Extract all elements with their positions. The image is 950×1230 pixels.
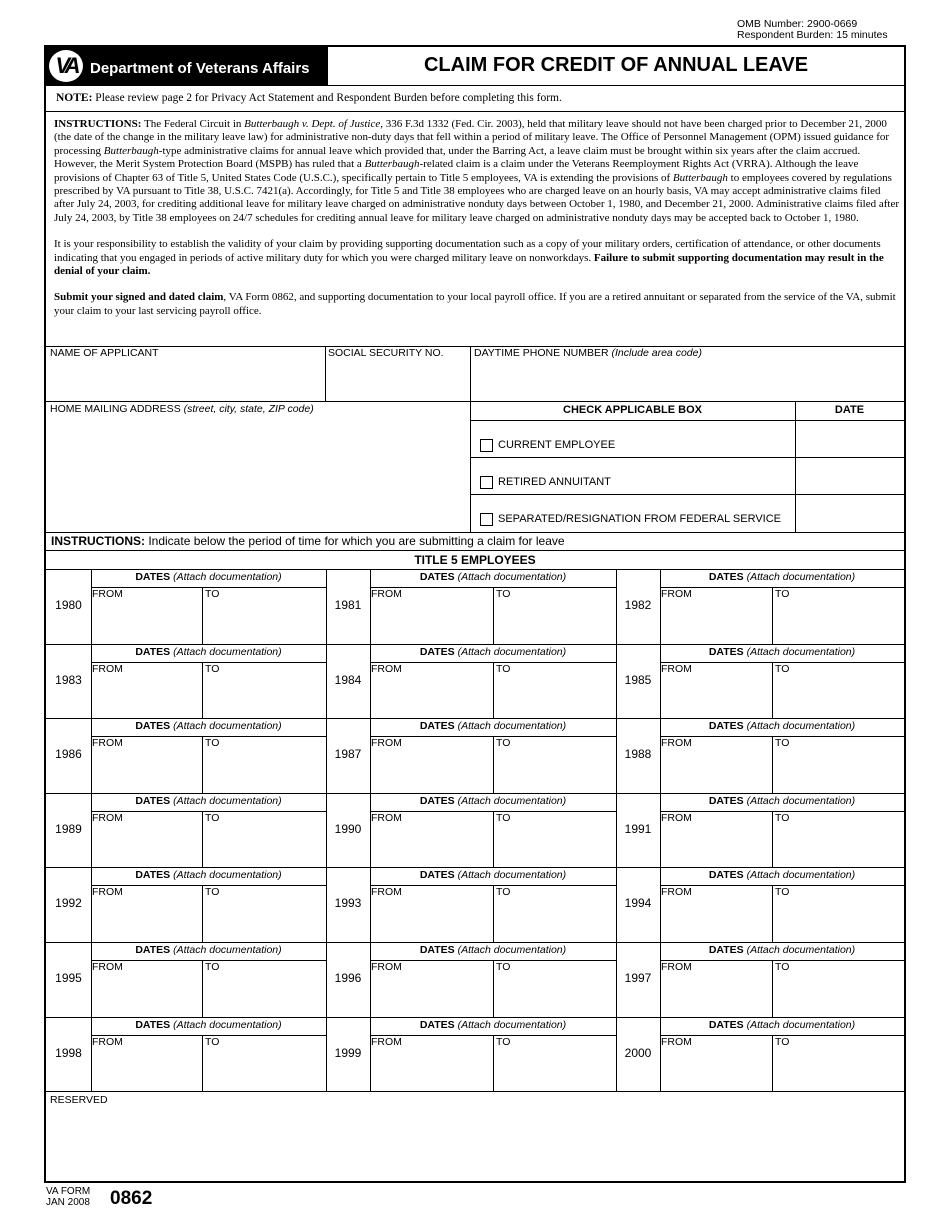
from-date-field-1991[interactable]: FROM bbox=[661, 811, 692, 824]
divider bbox=[46, 942, 904, 943]
to-date-field-1992[interactable]: TO bbox=[205, 886, 220, 899]
year-label: 1989 bbox=[55, 821, 82, 836]
from-date-field-1993[interactable]: FROM bbox=[371, 886, 402, 899]
instructions-para-1 bbox=[54, 118, 902, 225]
from-date-field-1984[interactable]: FROM bbox=[371, 662, 402, 675]
dates-header bbox=[370, 720, 616, 732]
title5-section-header: TITLE 5 EMPLOYEES bbox=[414, 553, 536, 567]
dates-hint: (Attach documentation) bbox=[743, 794, 856, 807]
instructions-para-2 bbox=[54, 238, 902, 278]
dates-header bbox=[370, 1019, 616, 1031]
dates-label: DATES bbox=[419, 869, 455, 882]
department-name: Department of Veterans Affairs bbox=[90, 60, 310, 77]
separated-checkbox[interactable] bbox=[480, 513, 493, 526]
to-date-field-1993[interactable]: TO bbox=[496, 886, 511, 899]
year-label: 1994 bbox=[624, 896, 652, 911]
from-date-field-1989[interactable]: FROM bbox=[92, 811, 123, 824]
dates-label: DATES bbox=[135, 869, 171, 882]
to-date-field-1988[interactable]: TO bbox=[775, 737, 790, 750]
dates-hint: (Attach documentation) bbox=[454, 944, 567, 956]
from-date-field-1998[interactable]: FROM bbox=[92, 1035, 123, 1048]
retired-annuitant-checkbox[interactable] bbox=[480, 476, 493, 489]
dates-header bbox=[91, 1019, 326, 1031]
divider bbox=[46, 644, 904, 645]
dates-label: DATES bbox=[419, 571, 455, 583]
year-label: 1983 bbox=[55, 672, 82, 687]
reserved-label: RESERVED bbox=[50, 1094, 108, 1106]
year-label: 1984 bbox=[334, 672, 362, 687]
dates-hint: (Attach documentation) bbox=[454, 720, 567, 733]
divider bbox=[772, 960, 773, 1017]
dates-header bbox=[370, 795, 616, 807]
phone-hint: (Include area code) bbox=[611, 347, 702, 359]
divider bbox=[46, 1017, 904, 1018]
dates-label: DATES bbox=[708, 1018, 744, 1031]
instructions-para-3 bbox=[54, 291, 902, 318]
to-date-field-1987[interactable]: TO bbox=[496, 737, 511, 750]
dates-header bbox=[370, 571, 616, 583]
dates-hint: (Attach documentation) bbox=[170, 944, 282, 956]
dates-label: DATES bbox=[135, 944, 171, 956]
divider bbox=[202, 736, 203, 793]
dates-hint: (Attach documentation) bbox=[170, 869, 282, 882]
logo-mark: VA bbox=[55, 53, 77, 78]
divider bbox=[202, 587, 203, 644]
dates-label: DATES bbox=[419, 944, 455, 956]
divider bbox=[46, 111, 904, 112]
divider bbox=[46, 793, 904, 794]
dates-header bbox=[660, 944, 904, 956]
separated-label: SEPARATED/RESIGNATION FROM FEDERAL SERVICE bbox=[498, 513, 781, 525]
form-number: 0862 bbox=[110, 1188, 153, 1209]
dates-header bbox=[91, 646, 326, 658]
from-date-field-1988[interactable]: FROM bbox=[661, 737, 692, 750]
dates-label: DATES bbox=[135, 645, 171, 658]
year-label: 1987 bbox=[334, 747, 362, 762]
to-date-field-1996[interactable]: TO bbox=[496, 961, 511, 973]
dates-label: DATES bbox=[419, 645, 455, 658]
year-label: 1991 bbox=[624, 821, 652, 836]
retired-annuitant-date-field[interactable] bbox=[796, 458, 902, 494]
retired-annuitant-label: RETIRED ANNUITANT bbox=[498, 476, 611, 488]
dates-hint: (Attach documentation) bbox=[170, 720, 282, 733]
from-date-field-2000[interactable]: FROM bbox=[661, 1035, 692, 1048]
form-title: CLAIM FOR CREDIT OF ANNUAL LEAVE bbox=[423, 54, 809, 76]
from-date-field-1982[interactable]: FROM bbox=[661, 588, 692, 600]
to-date-field-1997[interactable]: TO bbox=[775, 961, 790, 973]
to-date-field-1983[interactable]: TO bbox=[205, 662, 220, 675]
from-date-field-1987[interactable]: FROM bbox=[371, 737, 402, 750]
dates-header bbox=[660, 571, 904, 583]
phone-label: DAYTIME PHONE NUMBER bbox=[474, 347, 612, 359]
form-id bbox=[46, 1186, 90, 1208]
submit-label: Submit your signed and dated claim bbox=[54, 291, 224, 304]
divider bbox=[493, 736, 494, 793]
year-label: 1985 bbox=[624, 672, 652, 687]
dates-hint: (Attach documentation) bbox=[743, 869, 856, 882]
period-instructions-label: INSTRUCTIONS: bbox=[51, 534, 145, 548]
year-label: 1995 bbox=[55, 971, 82, 985]
warning-text: Failure to submit supporting documentation may result in the denial of your claim. bbox=[54, 251, 884, 278]
home-address-field[interactable] bbox=[50, 403, 314, 415]
year-label: 2000 bbox=[624, 1045, 652, 1060]
current-employee-label: CURRENT EMPLOYEE bbox=[498, 439, 616, 451]
case-name: Butterbaugh v. Dept. of Justice bbox=[244, 118, 381, 130]
dates-label: DATES bbox=[708, 571, 744, 583]
divider bbox=[202, 811, 203, 868]
divider bbox=[325, 346, 326, 401]
dates-label: DATES bbox=[708, 869, 744, 882]
year-label: 1990 bbox=[334, 821, 362, 836]
from-date-field-1995[interactable]: FROM bbox=[92, 961, 123, 973]
text-run: The Federal Circuit in bbox=[141, 118, 245, 130]
to-date-field-1990[interactable]: TO bbox=[496, 811, 511, 824]
to-date-field-1994[interactable]: TO bbox=[775, 886, 790, 899]
instructions bbox=[54, 118, 902, 331]
divider bbox=[493, 811, 494, 868]
divider bbox=[772, 811, 773, 868]
year-label: 1997 bbox=[624, 971, 652, 985]
divider bbox=[470, 346, 471, 532]
current-employee-date-field[interactable] bbox=[796, 421, 902, 457]
divider bbox=[493, 1035, 494, 1092]
dates-label: DATES bbox=[135, 720, 171, 733]
year-label: 1998 bbox=[55, 1045, 82, 1060]
to-date-field-1999[interactable]: TO bbox=[496, 1035, 511, 1048]
divider bbox=[202, 960, 203, 1017]
divider bbox=[493, 885, 494, 942]
dates-label: DATES bbox=[135, 794, 171, 807]
dates-header bbox=[660, 869, 904, 881]
divider bbox=[202, 1035, 203, 1092]
omb-info bbox=[737, 19, 888, 41]
year-label: 1992 bbox=[55, 896, 82, 911]
dates-hint: (Attach documentation) bbox=[743, 571, 856, 583]
case-name: Butterbaugh bbox=[103, 144, 159, 157]
respondent-burden: Respondent Burden: 15 minutes bbox=[737, 29, 888, 41]
divider bbox=[46, 1091, 904, 1092]
divider bbox=[46, 569, 904, 570]
dates-hint: (Attach documentation) bbox=[743, 645, 856, 658]
to-date-field-1982[interactable]: TO bbox=[775, 588, 790, 600]
year-label: 1980 bbox=[55, 598, 82, 612]
phone-field[interactable] bbox=[474, 347, 702, 359]
dates-hint: (Attach documentation) bbox=[170, 794, 282, 807]
separated-date-field[interactable] bbox=[796, 495, 902, 531]
text-run: , VA Form 0862, and supporting documentation to your local payroll office. If you are a retired annuitant or separated from the service of the VA, submit your claim to your last servicing payroll office. bbox=[54, 291, 896, 317]
divider bbox=[202, 662, 203, 719]
divider bbox=[46, 85, 904, 86]
dates-hint: (Attach documentation) bbox=[170, 1018, 282, 1031]
dates-label: DATES bbox=[708, 794, 744, 807]
from-date-field-1985[interactable]: FROM bbox=[661, 662, 692, 675]
dates-hint: (Attach documentation) bbox=[454, 869, 567, 882]
claim-form bbox=[44, 45, 906, 1183]
dates-header bbox=[91, 795, 326, 807]
current-employee-checkbox[interactable] bbox=[480, 439, 493, 452]
to-date-field-1991[interactable]: TO bbox=[775, 811, 790, 824]
from-date-field-1992[interactable]: FROM bbox=[92, 886, 123, 899]
period-instructions-text: Indicate below the period of time for which you are submitting a claim for leave bbox=[145, 534, 565, 548]
address-label: HOME MAILING ADDRESS bbox=[50, 403, 184, 415]
note bbox=[56, 92, 562, 104]
to-date-field-1989[interactable]: TO bbox=[205, 811, 220, 824]
to-date-field-1995[interactable]: TO bbox=[205, 961, 220, 973]
year-label: 1993 bbox=[334, 896, 362, 911]
va-logo bbox=[46, 47, 328, 85]
divider bbox=[772, 1035, 773, 1092]
to-date-field-1998[interactable]: TO bbox=[205, 1035, 220, 1048]
dates-label: DATES bbox=[708, 645, 744, 658]
divider bbox=[46, 401, 904, 402]
year-label: 1986 bbox=[55, 747, 82, 762]
dates-hint: (Attach documentation) bbox=[743, 1018, 856, 1031]
dates-hint: (Attach documentation) bbox=[170, 645, 282, 658]
from-date-field-1999[interactable]: FROM bbox=[371, 1035, 402, 1048]
dates-header bbox=[91, 944, 326, 956]
to-date-field-1986[interactable]: TO bbox=[205, 737, 220, 750]
check-applicable-header: CHECK APPLICABLE BOX bbox=[563, 404, 702, 416]
note-text: Please review page 2 for Privacy Act Statement and Respondent Burden before completing this form. bbox=[92, 92, 562, 104]
dates-header bbox=[660, 1019, 904, 1031]
dates-hint: (Attach documentation) bbox=[743, 720, 856, 733]
instructions-label: INSTRUCTIONS: bbox=[54, 118, 142, 130]
case-name: Butterbaugh bbox=[364, 158, 420, 171]
dates-label: DATES bbox=[419, 1018, 455, 1031]
dates-label: DATES bbox=[135, 571, 171, 583]
divider bbox=[46, 550, 904, 551]
from-date-field-1986[interactable]: FROM bbox=[92, 737, 123, 750]
from-date-field-1990[interactable]: FROM bbox=[371, 811, 402, 824]
dates-header bbox=[370, 646, 616, 658]
dates-header bbox=[370, 944, 616, 956]
dates-header bbox=[91, 869, 326, 881]
dates-label: DATES bbox=[419, 720, 455, 733]
name-of-applicant-field[interactable]: NAME OF APPLICANT bbox=[50, 347, 159, 359]
divider bbox=[46, 532, 904, 533]
dates-header bbox=[660, 795, 904, 807]
year-label: 1999 bbox=[334, 1045, 362, 1060]
dates-label: DATES bbox=[708, 720, 744, 733]
dates-label: DATES bbox=[419, 794, 455, 807]
omb-number: OMB Number: 2900-0669 bbox=[737, 18, 858, 30]
form-date: JAN 2008 bbox=[46, 1197, 90, 1208]
dates-hint: (Attach documentation) bbox=[743, 944, 856, 956]
divider bbox=[493, 960, 494, 1017]
year-label: 1981 bbox=[334, 598, 362, 612]
divider bbox=[493, 587, 494, 644]
to-date-field-2000[interactable]: TO bbox=[775, 1035, 790, 1048]
dates-hint: (Attach documentation) bbox=[454, 645, 567, 658]
from-date-field-1981[interactable]: FROM bbox=[371, 588, 402, 600]
dates-header bbox=[660, 646, 904, 658]
dates-label: DATES bbox=[708, 944, 744, 956]
text-run: -related claim is a claim under the Veterans Reemployment Rights Act (VRRA). Although the leave provisions of Chapter 63 of Title 5, United States Code (U.S.C.), specifically pertain to Title 5 employees, VA is extending the provisions of bbox=[54, 158, 859, 184]
date-header: DATE bbox=[834, 404, 865, 416]
from-date-field-1983[interactable]: FROM bbox=[92, 662, 123, 675]
dates-hint: (Attach documentation) bbox=[170, 571, 282, 583]
text-run: , 336 F.3d 1332 (Fed. Cir. 2003), held that military leave should not have been charged prior to December 21, 2000 (the date of the change in the military leave law) for administrative non-duty days that fell within a period of military leave. The Office of Personnel Management (OPM) issued guidance for processing bbox=[54, 118, 890, 157]
dates-header bbox=[660, 720, 904, 732]
form-label: VA FORM bbox=[46, 1186, 91, 1197]
divider bbox=[772, 736, 773, 793]
ssn-field[interactable]: SOCIAL SECURITY NO. bbox=[328, 347, 444, 359]
dates-header bbox=[91, 571, 326, 583]
from-date-field-1996[interactable]: FROM bbox=[371, 961, 402, 973]
to-date-field-1985[interactable]: TO bbox=[775, 662, 790, 675]
address-hint: (street, city, state, ZIP code) bbox=[183, 403, 314, 415]
dates-hint: (Attach documentation) bbox=[454, 1018, 567, 1031]
va-seal-icon bbox=[49, 50, 83, 82]
form-header bbox=[46, 47, 904, 86]
year-label: 1988 bbox=[624, 747, 652, 762]
divider bbox=[772, 662, 773, 719]
dates-hint: (Attach documentation) bbox=[454, 794, 567, 807]
divider bbox=[46, 867, 904, 868]
text-run: to employees covered by regulations prescribed by VA pursuant to Title 38, U.S.C. 7421(a). Accordingly, for Title 5 and Title 38 employees who are charged leave on an hourly basis, VA may accept administrative claims filed after July 24, 2003, for crediting additional leave for military leave charged on administrative nonduty days between October 1, 1980, and December 21, 2000. Administrative claims filed after July 24, 2003, by Title 38 employees on 24/7 schedules for crediting annual leave for military leave charged on administrative nonduty days may be accepted back to October 1, 1980. bbox=[54, 171, 900, 224]
dates-header bbox=[370, 869, 616, 881]
text-run: It is your responsibility to establish the validity of your claim by providing supporting documentation such as a copy of your military orders, certification of attendance, or other documents indicating that you engaged in periods of active military duty for which you were charged military leave on nonworkdays. bbox=[54, 238, 881, 264]
period-instructions bbox=[51, 534, 565, 548]
year-label: 1996 bbox=[334, 971, 362, 985]
from-date-field-1994[interactable]: FROM bbox=[661, 886, 692, 899]
from-date-field-1980[interactable]: FROM bbox=[92, 588, 123, 600]
dates-label: DATES bbox=[135, 1018, 171, 1031]
divider bbox=[772, 885, 773, 942]
divider bbox=[772, 587, 773, 644]
note-label: NOTE: bbox=[56, 92, 93, 104]
year-label: 1982 bbox=[624, 598, 652, 612]
divider bbox=[493, 662, 494, 719]
divider bbox=[46, 718, 904, 719]
dates-hint: (Attach documentation) bbox=[454, 571, 567, 583]
text-run: -type administrative claims for annual leave which provided that, under the Barring Act, a leave claim must be brought within six years after the claim accrued. However, the Merit System Protection Board (MSPB) has ruled that a bbox=[54, 144, 861, 171]
case-name: Butterbaugh bbox=[672, 171, 728, 184]
to-date-field-1981[interactable]: TO bbox=[496, 588, 511, 600]
divider bbox=[202, 885, 203, 942]
dates-header bbox=[91, 720, 326, 732]
to-date-field-1984[interactable]: TO bbox=[496, 662, 511, 675]
from-date-field-1997[interactable]: FROM bbox=[661, 961, 692, 973]
to-date-field-1980[interactable]: TO bbox=[205, 588, 220, 600]
